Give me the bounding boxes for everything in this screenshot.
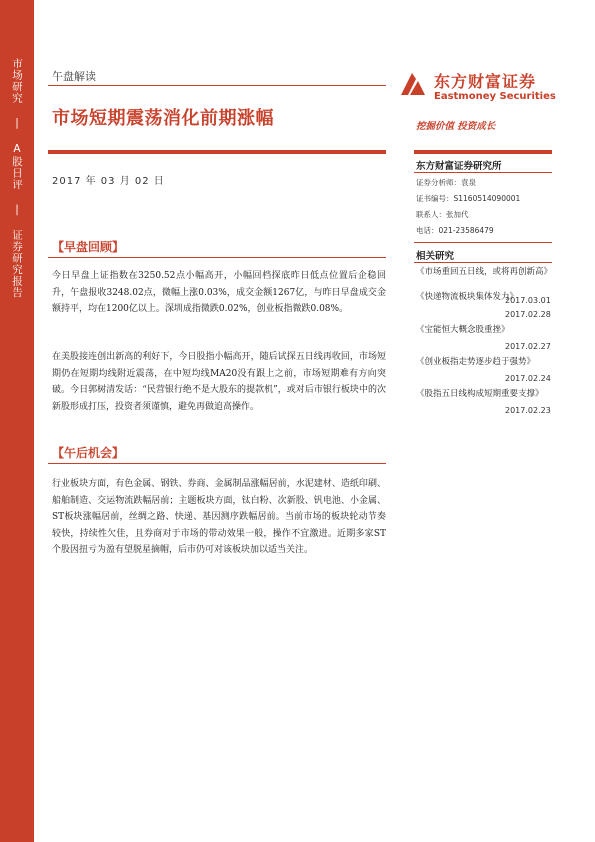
afternoon-paragraph: 行业板块方面，有色金属、钢铁、券商、金属制品涨幅居前，水泥建材、造纸印刷、船舶制造、交运物流跌幅居前；主题板块方面，钛白粉、次新股、钒电池、小金属、ST板块涨幅居前，丝绸之路、快递、基因测序跌幅居前。当前市场的板块轮动节奏较快，持续性欠佳，且券商对于市场的带动效果一般，操作不宜激进。近期多家ST个股因扭亏为盈有望脱星摘帽，后市仍可对该板块加以适当关注。: [52, 479, 386, 555]
report-date: 2017 年 03 月 02 日: [52, 176, 165, 187]
related-date: 2017.02.23: [505, 406, 551, 415]
section-tag: 午盘解读: [52, 70, 96, 83]
analyst-line: 证券分析师：袁泉: [416, 178, 476, 187]
related-title[interactable]: 《创业板指走势逐步趋于强势》: [416, 357, 536, 367]
related-heading: 相关研究: [416, 251, 455, 262]
heading-divider: [48, 257, 386, 258]
panel-divider: [414, 242, 552, 243]
related-date: 2017.02.28: [505, 310, 551, 319]
brand-name-cn: 东方财富证券: [434, 72, 537, 91]
afternoon-heading: 【午后机会】: [52, 446, 125, 460]
panel-divider: [414, 172, 552, 173]
heading-divider: [48, 463, 386, 464]
sidebar-label: 市场研究 | A股日评 | 证券研究报告: [11, 58, 23, 299]
morning-review-heading: 【早盘回顾】: [52, 240, 125, 254]
related-divider: [414, 262, 552, 263]
institute-name: 东方财富证券研究所: [416, 161, 502, 172]
page-title: 市场短期震荡消化前期涨幅: [52, 108, 274, 129]
related-date: 2017.02.27: [505, 342, 551, 351]
related-title[interactable]: 《股指五日线构成短期重要支撑》: [416, 389, 544, 399]
header-divider: [48, 85, 386, 86]
brand-name-en: Eastmoney Securities: [434, 91, 556, 102]
brand-slogan: 挖掘价值 投资成长: [416, 121, 496, 132]
morning-review-paragraph: 在美股接连创出新高的利好下，今日股指小幅高开，随后试探五日线再收回，市场短期仍在短期均线附近震荡，在中短均线MA20没有跟上之前，市场短期难有方向突破。今日郭树清发话：“民营银行绝不是大股东的提款机”，或对后市银行板块中的次新股形成打压，投资者须谨慎，避免再做追高操作。: [52, 352, 386, 412]
morning-review-paragraph: 今日早盘上证指数在3250.52点小幅高开，小幅回档探底昨日低点位置后企稳回升，午盘报收3248.02点，微幅上涨0.03%，成交金额1267亿，与昨日早盘成交金额持平，均在1200亿以上。深圳成指微跌0.02%，创业板指微跌0.08%。: [52, 271, 386, 314]
related-title[interactable]: 《市场重回五日线，或将再创新高》: [416, 267, 553, 277]
contact-line: 联系人：张加代: [416, 210, 469, 219]
certificate-line: 证书编号：S1160514090001: [416, 194, 521, 203]
brand-logo: [398, 65, 558, 105]
report-sidebar: [0, 0, 34, 842]
title-divider: [48, 150, 386, 154]
related-title[interactable]: 《宝能恒大概念股重挫》: [416, 325, 510, 335]
brand-mark-icon: [398, 69, 428, 99]
related-date: 2017.03.01: [505, 296, 551, 305]
panel-top-bar: [414, 150, 552, 154]
related-date: 2017.02.24: [505, 374, 551, 383]
phone-line: 电话：021-23586479: [416, 226, 494, 235]
related-title[interactable]: 《快递物流板块集体发力》: [416, 292, 519, 302]
